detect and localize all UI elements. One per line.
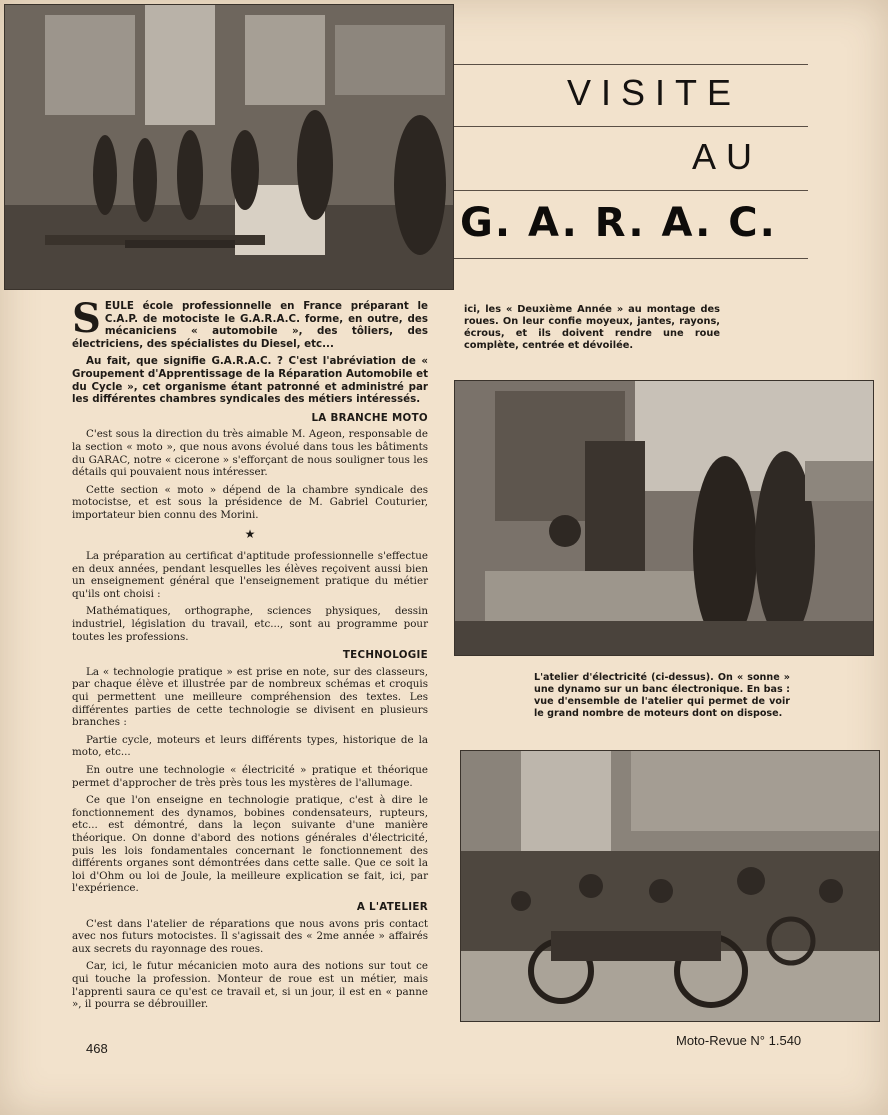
- separator-star-icon: ★: [244, 526, 256, 541]
- techno-paragraph-2: Partie cycle, moteurs et leurs différents types, historique de la moto, etc...: [72, 733, 428, 759]
- atelier-paragraph-1: C'est dans l'atelier de réparations que nous avons pris contact avec nos futurs motocistes. Il s'agissait des « 2me année » affairés aux secrets du rayonnage des roues.: [72, 917, 428, 955]
- title-rule: [454, 126, 808, 127]
- title-rule: [454, 64, 808, 65]
- section-heading-moto: LA BRANCHE MOTO: [311, 411, 428, 424]
- motorcycle-photo-drawing: [461, 751, 879, 1021]
- left-column: [72, 295, 428, 1016]
- moto-paragraph-3: La préparation au certificat d'aptitude professionnelle s'effectue en deux années, pendant lesquelles les élèves reçoivent aussi bien un enseignement général que l'enseignement pratique du métier qu'ils ont choisi :: [72, 550, 428, 600]
- intro-first-text: EULE école professionnelle en France préparant le C.A.P. de motociste le G.A.R.A.C. forme, en outre, des mécaniciens « automobile », des tôliers, des électriciens, des spécialistes du Diesel, etc...: [72, 300, 428, 350]
- title-line-garac: G. A. R. A. C.: [460, 200, 777, 246]
- moto-paragraph-1: C'est sous la direction du très aimable M. Ageon, responsable de la section « moto », que nous avons évolué dans tous les bâtiments du GARAC, notre « cicerone » s'efforçant de nous souligner tous les détails qui pouvaient nous intéresser.: [72, 428, 428, 479]
- techno-paragraph-1: La « technologie pratique » est prise en note, sur des classeurs, par chaque élève et illustrée par de nombreux schémas et croquis qui permettent une meilleure compréhension des textes. Les différentes parties de cette technologie se divisent en plusieurs branches :: [72, 665, 428, 729]
- intro-paragraph: [72, 295, 428, 350]
- page-number: 468: [86, 1041, 108, 1056]
- title-line-au: AU: [692, 136, 763, 177]
- photo-caption: L'atelier d'électricité (ci-dessus). On « sonne » une dynamo sur un banc électronique. En bas : vue d'ensemble de l'atelier qui permet de voir le grand nombre de moteurs dont on dispose.: [534, 672, 790, 719]
- dropcap: S: [72, 295, 101, 342]
- section-heading-atelier: A L'ATELIER: [356, 900, 428, 913]
- photo-classroom: [4, 4, 454, 290]
- photo-electricity-workshop: [454, 380, 874, 656]
- title-rule: [454, 190, 808, 191]
- photo-motorcycle-workshop: [460, 750, 880, 1022]
- electricity-photo-drawing: [455, 381, 873, 655]
- right-column-text: [464, 304, 720, 357]
- atelier-paragraph-2: Car, ici, le futur mécanicien moto aura des notions sur tout ce qui touche la profession. Monteur de roue est un métier, mais l'apprenti saura ce qu'est ce travail et, si un jour, il est en « panne », il pourra se débrouiller.: [72, 960, 428, 1011]
- title-line-visite: VISITE: [567, 72, 742, 113]
- intro-second-paragraph: Au fait, que signifie G.A.R.A.C. ? C'est l'abréviation de « Groupement d'Apprentissage de la Réparation Automobile et du Cycle », cet organisme étant patronné et administré par les différentes chambres syndicales des métiers intéressés.: [72, 355, 428, 406]
- moto-paragraph-2: Cette section « moto » dépend de la chambre syndicale des motocistse, et est sous la présidence de M. Gabriel Couturier, importateur bien connu des Morini.: [72, 483, 428, 521]
- title-rule: [454, 258, 808, 259]
- right-paragraph-1: ici, les « Deuxième Année » au montage des roues. On leur confie moyeux, jantes, rayons, écrous, et ils doivent rendre une roue complète, centrée et dévoilée.: [464, 304, 720, 351]
- moto-paragraph-4: Mathématiques, orthographe, sciences physiques, dessin industriel, législation du travail, etc..., sont au programme pour toutes les professions.: [72, 605, 428, 643]
- techno-paragraph-4: Ce que l'on enseigne en technologie pratique, c'est à dire le fonctionnement des dynamos, bobines condensateurs, rupteurs, etc... est démontré, dans la leçon suivante d'une manière théorique. On donne d'abord des notions générales d'électricité, puis les lois fondamentales concernant le fonctionnement des différents organes sont démontrées dans cette salle. Que ce soit la loi d'Ohm ou loi de Joule, la meilleure explication se fait, ici, par l'expérience.: [72, 794, 428, 895]
- magazine-issue: Moto-Revue N° 1.540: [676, 1033, 802, 1048]
- techno-paragraph-3: En outre une technologie « électricité » pratique et théorique permet d'approcher de très près tous les mystères de l'allumage.: [72, 764, 428, 789]
- classroom-photo-drawing: [5, 5, 453, 289]
- section-heading-technologie: TECHNOLOGIE: [342, 649, 428, 662]
